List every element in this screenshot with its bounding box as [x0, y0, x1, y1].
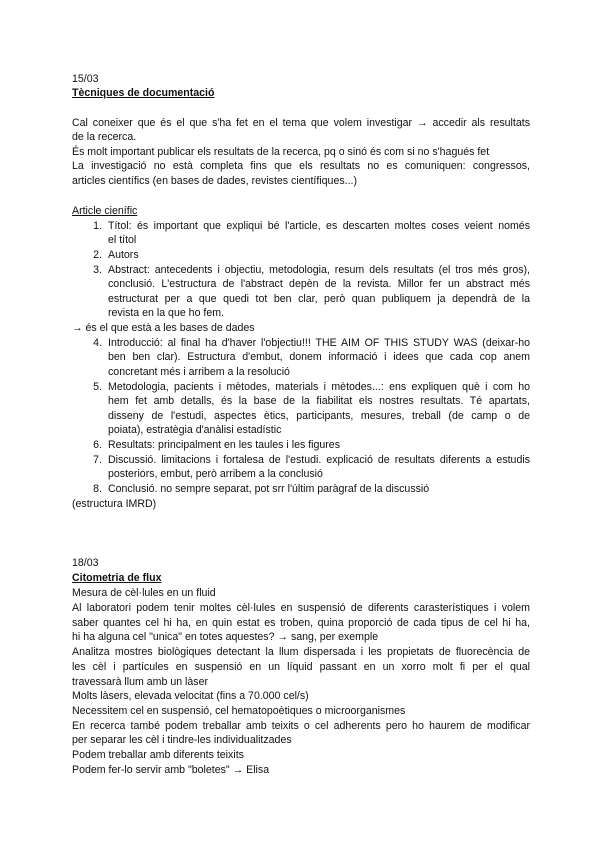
list-item-line: poiata), estratègia d'anàlisi estadístic [108, 424, 282, 436]
list-item-line: disseny de l'estudi, aspectes ètics, participants, mesures, treball (de camp o de [108, 410, 530, 422]
paragraph-line: En recerca també podem treballar amb teixits o cel adherents pero ho haurem de modificar [72, 720, 530, 732]
paragraph-line: Mesura de cèl·lules en un fluid [72, 587, 216, 599]
paragraph-line: articles científics (en bases de dades, revistes científiques...) [72, 175, 357, 187]
subtitle-article: Article cienífic [72, 205, 138, 217]
list-item-line: el títol [108, 234, 137, 246]
list-item-line: Resultats: principalment en les taules i les figures [108, 439, 340, 451]
list-item-line: Autors [108, 249, 139, 261]
list-number: 6. [93, 439, 102, 451]
list-item-line: hem fet amb detalls, és la base de la fiabilitat els nostres resultats. Té apartats, [108, 395, 530, 407]
paragraph-line: Analitza mostres biològiques detectant la llum dispersada i les propietats de fluorecència de [72, 646, 530, 658]
paragraph-line: Al laboratori podem tenir moltes cèl·lules en suspensió de diferents carasterístiques i volem [72, 602, 530, 614]
section-title-citometria: Citometria de flux [72, 572, 162, 584]
paragraph-line: Molts làsers, elevada velocitat (fins a 70.000 cel/s) [72, 690, 309, 702]
paragraph-line: les cèl i partícules en suspensió en un líquid passant en un xorro molt fi per el qual [72, 661, 530, 673]
paragraph-line: Cal coneixer que és el que s'ha fet en el tema que volem investigar → accedir als resultats [72, 117, 530, 129]
list-number: 2. [93, 249, 102, 261]
list-number: 5. [93, 381, 102, 393]
list-item-line: concretant més i arribem a la resolució [108, 366, 290, 378]
date-15-03: 15/03 [72, 73, 99, 85]
list-item-line: estructurat per a que quedi tot ben clar, però quan publiquem ja dependrà de la [108, 293, 530, 305]
list-item-line: revista en la que ho fem. [108, 307, 225, 319]
arrow-note: → és el que està a les bases de dades [72, 322, 255, 334]
list-number: 1. [93, 220, 102, 232]
paragraph-line: travessarà llum amb un làser [72, 676, 209, 688]
paragraph-line: de la recerca. [72, 131, 137, 143]
list-number: 4. [93, 337, 102, 349]
list-number: 8. [93, 483, 102, 495]
paragraph-line: Necessitem cel en suspensió, cel hematopoètiques o microorganismes [72, 705, 406, 717]
paragraph-line: Podem fer-lo servir amb "boletes" → Elisa [72, 764, 270, 776]
paragraph-line: hi ha alguna cel "unica" en totes aquestes? → sang, per exemple [72, 631, 379, 643]
list-item-line: conclusió. L'estructura de l'abstract depèn de la revista. Millor fer un abstract més [108, 278, 530, 290]
list-item-line: Abstract: antecedents i objectiu, metodologia, resum dels resultats (el tros més gros), [108, 264, 530, 276]
list-item-line: Discussió. limitacions i fortalesa de l'estudi. explicació de resultats diferents a estudis [108, 454, 530, 466]
list-item-line: posteriors, embut, però arribem a la conclusió [108, 468, 323, 480]
footnote-imrd: (estructura IMRD) [72, 498, 157, 510]
paragraph-line: És molt important publicar els resultats de la recerca, pq o sinó és com si no s'hagués fet [72, 146, 490, 158]
paragraph-line: per separar les cèl i tindre-les individualitzades [72, 734, 292, 746]
paragraph-line: La investigació no està completa fins que els resultats no es comuniquen: congressos, [72, 160, 530, 172]
list-item-line: Metodologia, pacients i mètodes, materials i mètodes...: ens expliquen què i com ho [108, 381, 530, 393]
paragraph-line: Podem treballar amb diferents teixits [72, 749, 244, 761]
list-item-line: Conclusió. no sempre separat, pot srr l'últim paràgraf de la discussió [108, 483, 430, 495]
list-item-line: Introducció: al final ha d'haver l'objectiu!!! THE AIM OF THIS STUDY WAS (deixar-ho [108, 337, 530, 349]
list-number: 7. [93, 454, 102, 466]
list-item-line: ben ben clar). Estructura d'embut, donem informació i idees que cada cop anem [108, 351, 530, 363]
list-number: 3. [93, 264, 102, 276]
section-title-tecniques: Tècniques de documentació [72, 87, 215, 99]
paragraph-line: saber quantes cel hi ha, en quin estat es troben, quina proporció de cada tipus de cel hi ha, [72, 617, 530, 629]
date-18-03: 18/03 [72, 557, 99, 569]
list-item-line: Títol: és important que expliqui bé l'article, es descarten moltes coses veient només [108, 220, 530, 232]
